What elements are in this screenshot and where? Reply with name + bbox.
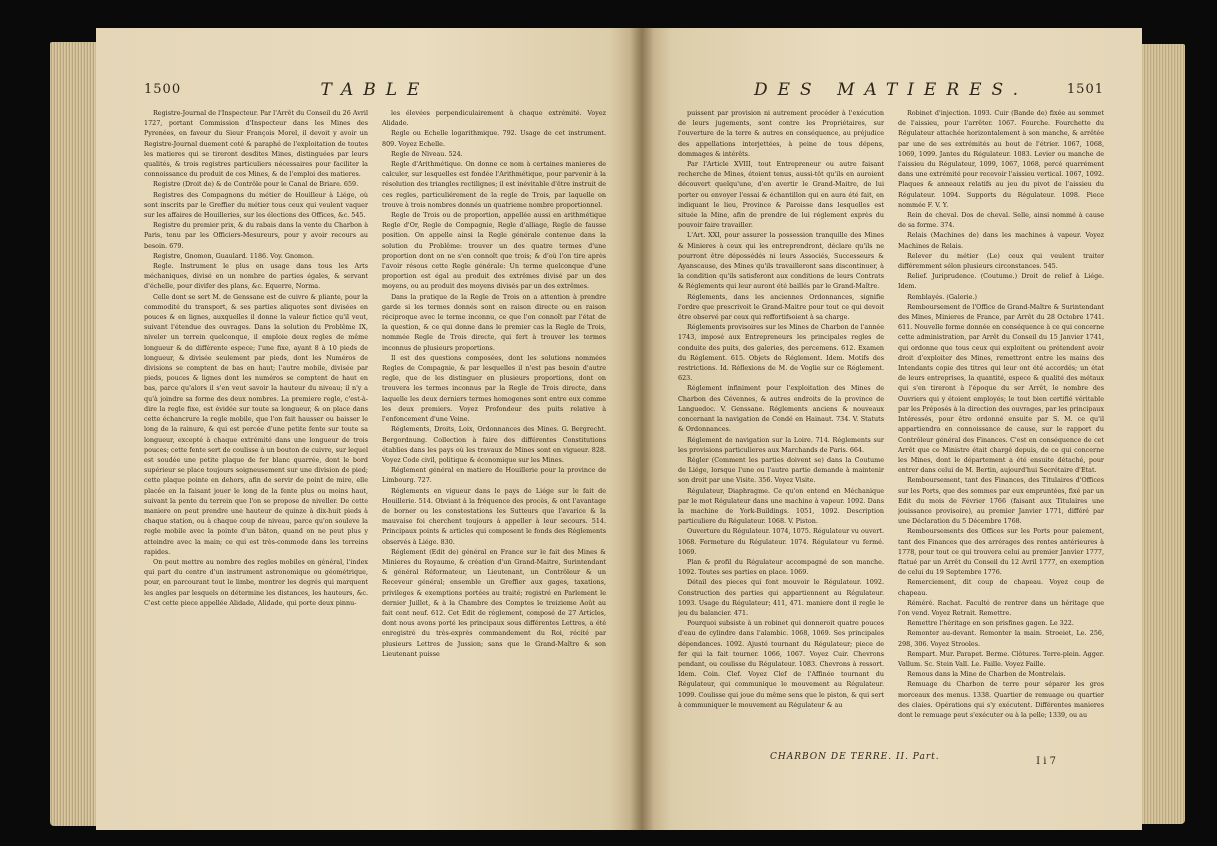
right-page-number: 1501 (1066, 82, 1104, 97)
index-entry: Il est des questions composées, dont les solutions nommées Regles de Compagnie, & par lesquelles il n'est pas besoin d'autre regle, que de les distinguer en plusieurs proportions, dont on trouvera les termes inconnus par la Regle de Trois directe, dans laquelle les deux derniers termes homogenes sont entre eux comme les deux premiers. Voyez Profondeur des puits relative à l'enfoncement d'une Veine. (382, 353, 606, 424)
index-entry: Registre du premier prix, & du rabais dans la vente du Charbon à Paris, tenu par les Officiers-Mesureurs, pour y avoir recours au besoin. 679. (144, 221, 368, 250)
right-page-footer (678, 752, 1104, 774)
book-page-edges-right (1137, 44, 1185, 824)
index-entry: Relever du métier (Le) ceux qui veulent traiter différemment sélon plusieurs circonstances. 545. (898, 251, 1104, 271)
footer-signature: CHARBON DE TERRE. II. Part. (770, 752, 940, 762)
index-entry: Réglements provisoires sur les Mines de Charbon de l'année 1743, imposé aux Entrepreneurs les principales regles de conduite des puits, des galeries, des percemens. 612. Examen du Réglement. 615. Objets de Réglement. Idem. Motifs des restrictions. Id. Réflexions de M. de Voglie sur ce Réglement. 623. (678, 323, 884, 383)
book-page-edges-left (50, 42, 100, 826)
index-entry: Remblayés. (Galerie.) (907, 292, 977, 301)
index-entry: Regle de Niveau. 524. (391, 149, 463, 158)
right-page-header (678, 82, 1104, 104)
index-entry: Remous dans la Mine de Charbon de Montrelais. (907, 670, 1066, 679)
index-entry: Registre, Gnomon, Guaulard. 1186. Voy. Gnomon. (153, 251, 314, 260)
index-entry: Réglement général en matiere de Houillerie pour la province de Limbourg. 727. (382, 466, 606, 485)
index-entry: Par l'Article XVIII, tout Entrepreneur ou autre faisant recherche de Mines, étoient tenus, aussi-tôt qu'ils en auroient découvert quelqu'une, d'en avertir le Grand-Maitre, de lui porter ou envoyer l'essai & échantillon qui en aura été fait, en indiquant le lieu, Province & Paroisse dans lesquelles est située la Mine, afin de prendre de lui réglement exprès du pouvoir faire travailler. (678, 160, 884, 230)
index-entry: L'Art. XXI, pour assurer la possession tranquille des Mines & Minieres à ceux qui les entreprendront, déclare qu'ils ne pourront être dépossédés ni leurs Associés, Successeurs & Ayanscause, des Mines qu'ils travailleront sans discontinuer, à la condition qu'ils satisferont aux conditions de leurs Contrats & Réglements qui leur auront été baillés par le Grand-Maître. (678, 231, 884, 291)
left-column-1 (144, 108, 368, 790)
index-entry: Remerciement, dit coup de chapeau. Voyez coup de chapeau. (898, 578, 1104, 597)
index-entry: Remboursements des Offices sur les Ports pour paiement, tant des Finances que des arrérages des rentes antérieures à 1778, pour tout ce qui trouvera celui au premier Janvier 1777, ftatué par un Arrêt du Conseil du 12 Avril 1777, en exemption de celui du 19 Septembre 1776. (898, 527, 1104, 577)
index-entry: Réglements en vigueur dans le pays de Liége sur le fait de Houillerie. 514. Obviant à la fréquence des procès, & ont l'avantage de borner ou les constestations les Sutteurs que l'avarice & la mauvaise foi cherchent toujours à appeller à leur secours. 514. Principaux points & articles qui composent le fonds des Réglements observés à Liége. 830. (382, 486, 606, 546)
index-entry: Robinet d'injection. 1093. Cuir (Bande de) fixée au sommet de l'aissieu, pour l'arrêter. 1067. Fourche. Fourchette du Régulateur attachée horizontalement à son manche, & arrêtée par une de ses extrémités au bout de l'étrier. 1067, 1068, 1069, 1099. Jantes du Régulateur. 1083. Levier ou manche de l'aissieu du Régulateur, 1099, 1067, 1068, percé quarrément dans une extrémité pour recevoir l'aissieu vertical. 1067, 1092. Plaques & anneaux relatifs au jeu du pivot de l'aissieu du Régulateur. 1094. Supports du Régulateur. 1098. Piece nommée F. V. Y. (898, 109, 1104, 209)
index-entry: Celle dont se sert M. de Genssane est de cuivre & pliante, pour la commodité du transport, & ses parties aliquotes sont divisées en pouces & en lignes, auxquelles il donne la valeur fictice qu'il veut, suivant l'étendue des ouvrages. Dans la solution du Problême IX, niveler un terrein quelconque, il emploie deux regles de même longueur & de différente espece; l'une fixe, ayant 8 à 10 pieds de longueur, & divisée seulement par pieds, dont les Numéros de divisions se comptent de bas en haut; l'autre mobile, divisée par pieds, pouces & lignes dont les numéros se comptent de haut en bas, parce qu'alors il s'en veut savoir la hauteur du niveau; il n'y a qu'à joindre sa forme des deux nombres. La premiere regle, c'est-à-dire la regle fixe, est évidée sur toute sa longueur, & on place dans cette échancrure la regle mobile, que l'on fait hausser ou baisser le long de la rainure, & qui est percée d'une petite fente sur toute sa longueur, excepté à chaque extrémité dans une longueur de trois pouces; cette fente sert de coulisse à un bouton de cuivre, sur lequel est soudée une petite plaque de fer blanc quarrée, dont le bord supérieur se place toujours soigneusement sur une division de pied; cette plaque pointe en dehors, afin de servir de point de mire, elle placée en la faisant jouer le long de la fente plus ou moins haut, suivant la pente du terrein que l'on se propose de niveller. De cette maniere on peut prendre une hauteur de quinze à dix-huit pieds à chaque station, ou à chaque coup de niveau, parce qu'on souleve la regle mobile avec la pointe d'un bâton, quand on ne peut plus y atteindre avec la main; ce qui est très-commode dans les terreins rapides. (144, 292, 368, 556)
index-entry: Regle d'Arithmétique. On donne ce nom à certaines manieres de calculer, sur lesquelles est fondée l'Arithmétique, pour parvenir à la résolution des triangles rectilignes; il est inévitable d'être instruit de ces regles, particuliérement de la regle de Trois, par laquelle on trouve à trois nombres donnés un quatrieme nombre proportionnel. (382, 160, 606, 209)
index-entry: Remboursement, tant des Finances, des Titulaires d'Offices sur les Ports, que des sommes par eux empruntées, fixé par un Edit du mois de Février 1766 (faisant aux Titulaires une jouissance provisoire), au premier Janvier 1771, différé par une Déclaration du 5 Décembre 1768. (898, 476, 1104, 526)
index-entry: Remettre l'héritage en son prisfines gagen. Le 322. (907, 619, 1074, 628)
right-column-1 (678, 108, 884, 780)
left-running-title: TABLE (320, 80, 430, 100)
index-entry: Rein de cheval. Dos de cheval. Selle, ainsi nommé à cause de sa forme. 374. (898, 211, 1104, 230)
open-book (50, 28, 1185, 830)
left-page-header (144, 82, 606, 104)
index-entry: Regle. Instrument le plus en usage dans tous les Arts méchaniques, divisé en un nombre de parties égales, & servant d'échelle, pour divifer des plans, &c. Equerre, Norma. (144, 262, 368, 291)
index-entry: Réméré. Rachat. Faculté de rentrer dans un héritage que l'on vend. Voyez Retrait. Remettre. (898, 598, 1104, 617)
right-running-title: DES MATIERES. (754, 80, 1028, 100)
index-entry: les élevées perpendiculairement à chaque extrémité. Voyez Alidade. (382, 109, 606, 128)
index-entry: puissent par provision ni autrement procéder à l'exécution de leurs jugements, sont contre les Propriétaires, sur l'ouverture de la terre & autres en conséquence, au préjudice des appellations interjettées, à peine de tous dépens, dommages & intérêts. (678, 109, 884, 158)
left-page-columns (144, 108, 606, 790)
left-page-number: 1500 (144, 82, 182, 97)
left-page (96, 28, 642, 830)
index-entry: Réglement infiniment pour l'exploitation des Mines de Charbon des Cévennes, & autres endroits de la province de Languedoc. V. Genssane. Réglements anciens & nouveaux concernant la navigation de Condé en Hainaut. 734. V. Statuts & Ordonnances. (678, 384, 884, 434)
index-entry: Remonter au-devant. Remonter la main. Stroeiet, Le. 256, 298, 306. Voyez Strooles. (898, 629, 1104, 648)
index-entry: On peut mettre au nombre des regles mobiles en général, l'index qui part du centre d'un instrument astronomique ou géométrique, pour, en parcourant tout le limbe, montrer les degrés qui marquent les angles par lesquels on détermine les distances, les hauteurs, &c. C'est cette piece appellée Alidade, Alidade, qui porte deux pinnu- (144, 557, 368, 607)
index-entry: Dans la pratique de la Regle de Trois on a attention à prendre garde si les termes donnés sont en raison directe ou en raison réciproque avec le terme inconnu, ce que l'on connoît par l'état de la question, & ce qui donne dans le premier cas la Regle de Trois, nommée Regle de Trois directe, qui fert à trouver les termes inconnus de plusieurs proportions. (382, 292, 606, 352)
index-entry: Relief. Juriprudence. (Coutume.) Droit de relief à Liége. Idem. (898, 272, 1104, 291)
index-entry: Regle ou Echelle logarithmique. 792. Usage de cet instrument. 809. Voyez Echelle. (382, 129, 606, 148)
index-entry: Rempart. Mur. Parapet. Berme. Clôtures. Terre-plein. Agger. Vallum. Sc. Stein Vall. Le. Faille. Voyez Faille. (898, 649, 1104, 668)
right-page-columns (678, 108, 1104, 780)
index-entry: Remuage du Charbon de terre pour séparer les gros morceaux des menus. 1338. Quartier de remuage ou quartier des claies. Opérations qui s'y exécutent. Différentes manieres dont le remuage peut s'exécuter ou à la pelle; 1339, ou au (898, 680, 1104, 719)
index-entry: Plan & profil du Régulateur accompagné de son manche. 1092. Toutes ses parties en place. 1069. (678, 557, 884, 577)
index-entry: Registre (Droit de) & de Contrôle pour le Canal de Briare. 659. (153, 180, 359, 189)
index-entry: Détail des pieces qui font mouvoir le Régulateur. 1092. Construction des parties qui appartiennent au Régulateur. 1093. Usage du Régulateur; 411, 471. maniere dont il regle le jeu du balancier. 471. (678, 578, 884, 617)
book-gutter (630, 28, 654, 830)
index-entry: Régulateur, Diaphragme. Ce qu'on entend en Méchanique par le mot Régulateur dans une machine à vapeur. 1092. Dans la machine de York-Buildings. 1051, 1092. Description particuliere du Régulateur. 1068. V. Piston. (678, 486, 884, 526)
index-entry: Pourquoi subsiste à un robinet qui donneroit quatre pouces d'eau de cylindre dans l'alambic. 1068, 1069. Ses principales dépendances. 1092. Ajusté tournant du Régulateur; piece de fer qui la fait tourner. 1066, 1067. Voyez Cuir. Chevrons pendant, ou coulisse du Régulateur. 1083. Chevrons à ressort. Idem. Coin. Clef. Voyez Clef de l'Affinée tournant du Régulateur, qui communique le mouvement au Régulateur. 1099. Coulisse qui joue du même sens que le piston, & qui sert à communiquer le mouvement au Régulateur & au (678, 619, 884, 709)
left-column-2 (382, 108, 606, 790)
index-entry: Ouverture du Régulateur. 1074, 1075. Régulateur vu ouvert. 1068. Fermeture du Régulateur. 1074. Régulateur vu fermé. 1069. (678, 527, 884, 556)
index-entry: Réglement (Edit de) général en France sur le fait des Mines & Minieres du Royaume, & création d'un Grand-Maitre, Surintendant & général Réformateur, un Lieutenant, un Contrôleur & un Receveur général; ensemble un Greffier aux gages, taxations, privileges & exemptions portées au traité; registré en Parlement le dernier Juillet, & à la Chambre des Comptes le treizieme Août au fait cent neuf. 612. Cet Edit de réglement, composé de 27 Articles, dont nous avons porté les principaux sous différentes Lettres, a été enregistré du très-exprès commandement du Roi, récité par plusieurs Lettres de Jussion; sans que le Grand-Maître & son Lieutenant puisse (382, 547, 606, 658)
index-entry: Réglement de navigation sur la Loire. 714. Réglements sur les provisions particulieres aux Marchands de Paris. 664. (678, 435, 884, 454)
index-entry: Réglements, Droits, Loix, Ordonnances des Mines. G. Bergrecht. Bergordnung. Collection à faire des différentes Constitutions établies dans les pays où les travaux de Mines sont en vigueur. 828. Voyez Code civil, politique & économique sur les Mines. (382, 425, 606, 464)
right-page (642, 28, 1142, 830)
index-entry: Relais (Machines de) dans les machines à vapeur. Voyez Machines de Relais. (898, 231, 1104, 250)
footer-sheet-mark: I i 7 (1036, 756, 1056, 767)
right-column-2 (898, 108, 1104, 780)
index-entry: Registre-Journal de l'Inspecteur. Par l'Arrêt du Conseil du 26 Avril 1727, portant Commission d'Inspecteur dans les Mines des Pyrenées, en faveur du Sieur François Morel, il devoit y avoir un Registre-Journal duement coté & paraphé de l'exploitation de toutes les matieres qui se tireront desdites Mines, distinguées par leurs qualités, & trois registres particuliers nécessaires pour faciliter la connoissance du produit de ces Mines, & de l'emploi des matieres. (144, 109, 368, 179)
index-entry: Réglements, dans les anciennes Ordonnances, signifie l'ordre que prescrivoit le Grand-Maitre pour tout ce qui devoit être observé par ceux qui reffortifsoient à sa charge. (678, 292, 884, 322)
index-entry: Remboursement de l'Office de Grand-Maître & Surintendant des Mines, Minieres de France, par Arrêt du 28 Octobre 1741. 611. Nouvelle forme donnée en conséquence à ce qui concerne cette administration, par Arrêt du Conseil du 15 Janvier 1741, qui ordonne que tous ceux qui exploitent ou prétendent avoir droit d'exploiter des Mines, remettront entre les mains des Intendants copie des titres qui leur ont été accordés; un état de leurs entreprises, la quantité, espece & qualité des métaux qui s'en tireront à l'époque du ser Arrêt, le nombre des Ouvriers qui y étoient employés; le tout bien certifié véritable par les Préposés à la direction des ouvrages, par les principaux Intéressés, pour être ordonné ensuite par S. M. ce qu'il appartiendra en connoissance de cause, sur le rapport du Contrôleur général des Finances. C'est en conséquence de cet Arrêt que ce Ministre était chargé depuis, de ce qui concerne les Mines, dont le département a été ensuite détaché, pour entrer dans celui de M. Bertin, aujourd'hui Secrétaire d'Etat. (898, 302, 1104, 475)
index-entry: Registres des Compagnons du métier de Houilleur à Liége, où sont inscrits par le Greffier du métier tous ceux qui veulent vaquer sur les affaires de Houilleries, sur les élections des Offices, &c. 545. (144, 190, 368, 220)
index-entry: Régler (Comment les parties doivent se) dans la Coutume de Liége, lorsque l'une ou l'autre partie demande à maintenir son droit par une Visite. 356. Voyez Visite. (678, 455, 884, 485)
index-entry: Regle de Trois ou de proportion, appellée aussi en arithmétique Regle d'Or, Regle de Compagnie, Regle d'alliage, Regle de fausse position. On appelle ainsi la Regle générale contenue dans la solution du Problême: trouver un des quatre termes d'une proportion dont on ne s'en connoît que trois; & d'où l'on tire après l'avoir résous cette Regle générale: Un terme quelconque d'une proportion est égal au produit des extrêmes divisé par un des moyens, ou au produit des moyens divisés par un des extrêmes. (382, 211, 606, 291)
